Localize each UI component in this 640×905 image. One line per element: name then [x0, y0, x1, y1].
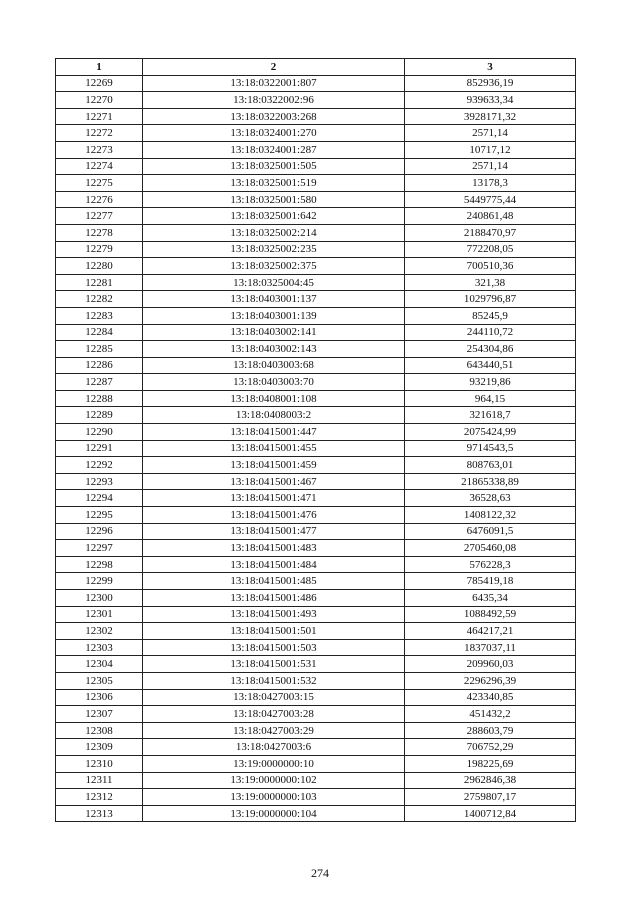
table-row [56, 357, 576, 374]
cadastral-number-cell: 13:18:0325002:235 [143, 241, 405, 258]
value-cell: 240861,48 [405, 208, 576, 225]
value-cell: 852936,19 [405, 75, 576, 92]
row-number-cell: 12275 [56, 175, 143, 192]
row-number-cell: 12287 [56, 374, 143, 391]
row-number-cell: 12289 [56, 407, 143, 424]
cadastral-number-cell: 13:18:0403001:137 [143, 291, 405, 308]
value-cell: 1400712,84 [405, 805, 576, 822]
row-number-cell: 12296 [56, 523, 143, 540]
value-cell: 85245,9 [405, 307, 576, 324]
value-cell: 1837037,11 [405, 639, 576, 656]
value-cell: 423340,85 [405, 689, 576, 706]
value-cell: 772208,05 [405, 241, 576, 258]
table-row [56, 623, 576, 640]
row-number-cell: 12285 [56, 341, 143, 358]
table-row [56, 672, 576, 689]
table-row [56, 540, 576, 557]
table-row [56, 590, 576, 607]
cadastral-number-cell: 13:18:0415001:503 [143, 639, 405, 656]
cadastral-number-cell: 13:18:0403003:68 [143, 357, 405, 374]
value-cell: 10717,12 [405, 141, 576, 158]
row-number-cell: 12276 [56, 191, 143, 208]
value-cell: 321,38 [405, 274, 576, 291]
value-cell: 36528,63 [405, 490, 576, 507]
cadastral-number-cell: 13:18:0408001:108 [143, 390, 405, 407]
table-row [56, 75, 576, 92]
cadastral-number-cell: 13:18:0415001:447 [143, 424, 405, 441]
table-row [56, 490, 576, 507]
cadastral-number-cell: 13:18:0427003:28 [143, 706, 405, 723]
table-row [56, 523, 576, 540]
row-number-cell: 12294 [56, 490, 143, 507]
value-cell: 209960,03 [405, 656, 576, 673]
header-row [56, 59, 576, 76]
cadastral-number-cell: 13:18:0415001:476 [143, 507, 405, 524]
table-row [56, 274, 576, 291]
table-row [56, 722, 576, 739]
cadastral-number-cell: 13:19:0000000:102 [143, 772, 405, 789]
header-cell-number: 1 [56, 59, 143, 76]
value-cell: 2075424,99 [405, 424, 576, 441]
value-cell: 2759807,17 [405, 789, 576, 806]
row-number-cell: 12306 [56, 689, 143, 706]
row-number-cell: 12297 [56, 540, 143, 557]
cadastral-number-cell: 13:18:0427003:6 [143, 739, 405, 756]
table-row [56, 706, 576, 723]
table-row [56, 407, 576, 424]
row-number-cell: 12298 [56, 556, 143, 573]
row-number-cell: 12278 [56, 224, 143, 241]
value-cell: 451432,2 [405, 706, 576, 723]
value-cell: 785419,18 [405, 573, 576, 590]
row-number-cell: 12283 [56, 307, 143, 324]
table-row [56, 324, 576, 341]
value-cell: 13178,3 [405, 175, 576, 192]
value-cell: 464217,21 [405, 623, 576, 640]
cadastral-number-cell: 13:18:0325004:45 [143, 274, 405, 291]
value-cell: 288603,79 [405, 722, 576, 739]
cadastral-number-cell: 13:18:0322002:96 [143, 92, 405, 109]
cadastral-number-cell: 13:19:0000000:104 [143, 805, 405, 822]
value-cell: 1029796,87 [405, 291, 576, 308]
table-row [56, 208, 576, 225]
row-number-cell: 12310 [56, 755, 143, 772]
cadastral-number-cell: 13:18:0427003:15 [143, 689, 405, 706]
table-row [56, 440, 576, 457]
table-row [56, 241, 576, 258]
row-number-cell: 12279 [56, 241, 143, 258]
table-row [56, 739, 576, 756]
value-cell: 1088492,59 [405, 606, 576, 623]
value-cell: 2188470,97 [405, 224, 576, 241]
cadastral-number-cell: 13:18:0415001:467 [143, 473, 405, 490]
table-row [56, 755, 576, 772]
value-cell: 3928171,32 [405, 108, 576, 125]
row-number-cell: 12300 [56, 590, 143, 607]
value-cell: 939633,34 [405, 92, 576, 109]
cadastral-number-cell: 13:19:0000000:10 [143, 755, 405, 772]
value-cell: 6435,34 [405, 590, 576, 607]
value-cell: 198225,69 [405, 755, 576, 772]
value-cell: 1408122,32 [405, 507, 576, 524]
table-row [56, 573, 576, 590]
table-row [56, 175, 576, 192]
row-number-cell: 12269 [56, 75, 143, 92]
table-row [56, 457, 576, 474]
value-cell: 576228,3 [405, 556, 576, 573]
row-number-cell: 12295 [56, 507, 143, 524]
table-row [56, 341, 576, 358]
value-cell: 2296296,39 [405, 672, 576, 689]
cadastral-number-cell: 13:18:0415001:455 [143, 440, 405, 457]
table-row [56, 507, 576, 524]
table-row [56, 258, 576, 275]
cadastral-number-cell: 13:18:0427003:29 [143, 722, 405, 739]
table-row [56, 191, 576, 208]
value-cell: 2571,14 [405, 125, 576, 142]
value-cell: 2962846,38 [405, 772, 576, 789]
cadastral-number-cell: 13:18:0415001:493 [143, 606, 405, 623]
data-table [55, 58, 576, 822]
cadastral-number-cell: 13:18:0415001:459 [143, 457, 405, 474]
cadastral-number-cell: 13:18:0415001:532 [143, 672, 405, 689]
table-row [56, 473, 576, 490]
table-row [56, 291, 576, 308]
cadastral-number-cell: 13:18:0403001:139 [143, 307, 405, 324]
table-row [56, 125, 576, 142]
cadastral-number-cell: 13:18:0325002:375 [143, 258, 405, 275]
table-row [56, 556, 576, 573]
cadastral-number-cell: 13:18:0324001:270 [143, 125, 405, 142]
table-row [56, 424, 576, 441]
cadastral-number-cell: 13:19:0000000:103 [143, 789, 405, 806]
row-number-cell: 12293 [56, 473, 143, 490]
value-cell: 9714543,5 [405, 440, 576, 457]
row-number-cell: 12307 [56, 706, 143, 723]
cadastral-number-cell: 13:18:0415001:471 [143, 490, 405, 507]
cadastral-number-cell: 13:18:0325001:580 [143, 191, 405, 208]
row-number-cell: 12303 [56, 639, 143, 656]
table-row [56, 108, 576, 125]
table-row [56, 390, 576, 407]
cadastral-number-cell: 13:18:0325001:505 [143, 158, 405, 175]
cadastral-number-cell: 13:18:0415001:531 [143, 656, 405, 673]
table-row [56, 307, 576, 324]
row-number-cell: 12299 [56, 573, 143, 590]
row-number-cell: 12282 [56, 291, 143, 308]
value-cell: 2705460,08 [405, 540, 576, 557]
value-cell: 706752,29 [405, 739, 576, 756]
row-number-cell: 12286 [56, 357, 143, 374]
table-row [56, 639, 576, 656]
table-row [56, 689, 576, 706]
table-row [56, 805, 576, 822]
table-header [56, 59, 576, 76]
row-number-cell: 12309 [56, 739, 143, 756]
cadastral-number-cell: 13:18:0415001:483 [143, 540, 405, 557]
value-cell: 93219,86 [405, 374, 576, 391]
value-cell: 808763,01 [405, 457, 576, 474]
cadastral-number-cell: 13:18:0322001:807 [143, 75, 405, 92]
cadastral-number-cell: 13:18:0403002:143 [143, 341, 405, 358]
row-number-cell: 12311 [56, 772, 143, 789]
row-number-cell: 12292 [56, 457, 143, 474]
value-cell: 244110,72 [405, 324, 576, 341]
table-row [56, 92, 576, 109]
row-number-cell: 12270 [56, 92, 143, 109]
row-number-cell: 12312 [56, 789, 143, 806]
cadastral-number-cell: 13:18:0325002:214 [143, 224, 405, 241]
cadastral-number-cell: 13:18:0403003:70 [143, 374, 405, 391]
cadastral-number-cell: 13:18:0403002:141 [143, 324, 405, 341]
table-row [56, 789, 576, 806]
value-cell: 2571,14 [405, 158, 576, 175]
row-number-cell: 12284 [56, 324, 143, 341]
row-number-cell: 12308 [56, 722, 143, 739]
row-number-cell: 12313 [56, 805, 143, 822]
row-number-cell: 12288 [56, 390, 143, 407]
value-cell: 254304,86 [405, 341, 576, 358]
row-number-cell: 12304 [56, 656, 143, 673]
cadastral-number-cell: 13:18:0415001:486 [143, 590, 405, 607]
cadastral-number-cell: 13:18:0415001:484 [143, 556, 405, 573]
row-number-cell: 12302 [56, 623, 143, 640]
row-number-cell: 12301 [56, 606, 143, 623]
row-number-cell: 12277 [56, 208, 143, 225]
row-number-cell: 12281 [56, 274, 143, 291]
header-cell-value: 3 [405, 59, 576, 76]
cadastral-number-cell: 13:18:0415001:485 [143, 573, 405, 590]
row-number-cell: 12272 [56, 125, 143, 142]
row-number-cell: 12274 [56, 158, 143, 175]
cadastral-number-cell: 13:18:0322003:268 [143, 108, 405, 125]
cadastral-number-cell: 13:18:0415001:477 [143, 523, 405, 540]
header-cell-cadastral: 2 [143, 59, 405, 76]
value-cell: 643440,51 [405, 357, 576, 374]
value-cell: 6476091,5 [405, 523, 576, 540]
cadastral-number-cell: 13:18:0324001:287 [143, 141, 405, 158]
cadastral-number-cell: 13:18:0325001:642 [143, 208, 405, 225]
row-number-cell: 12291 [56, 440, 143, 457]
row-number-cell: 12305 [56, 672, 143, 689]
row-number-cell: 12271 [56, 108, 143, 125]
cadastral-number-cell: 13:18:0408003:2 [143, 407, 405, 424]
cadastral-number-cell: 13:18:0325001:519 [143, 175, 405, 192]
table-row [56, 158, 576, 175]
value-cell: 21865338,89 [405, 473, 576, 490]
value-cell: 321618,7 [405, 407, 576, 424]
row-number-cell: 12273 [56, 141, 143, 158]
value-cell: 5449775,44 [405, 191, 576, 208]
table-row [56, 656, 576, 673]
value-cell: 964,15 [405, 390, 576, 407]
table-row [56, 772, 576, 789]
table-row [56, 606, 576, 623]
page-number: 274 [311, 866, 329, 880]
row-number-cell: 12290 [56, 424, 143, 441]
cadastral-number-cell: 13:18:0415001:501 [143, 623, 405, 640]
table-row [56, 224, 576, 241]
table-row [56, 141, 576, 158]
value-cell: 700510,36 [405, 258, 576, 275]
table-body [56, 75, 576, 822]
table-row [56, 374, 576, 391]
row-number-cell: 12280 [56, 258, 143, 275]
